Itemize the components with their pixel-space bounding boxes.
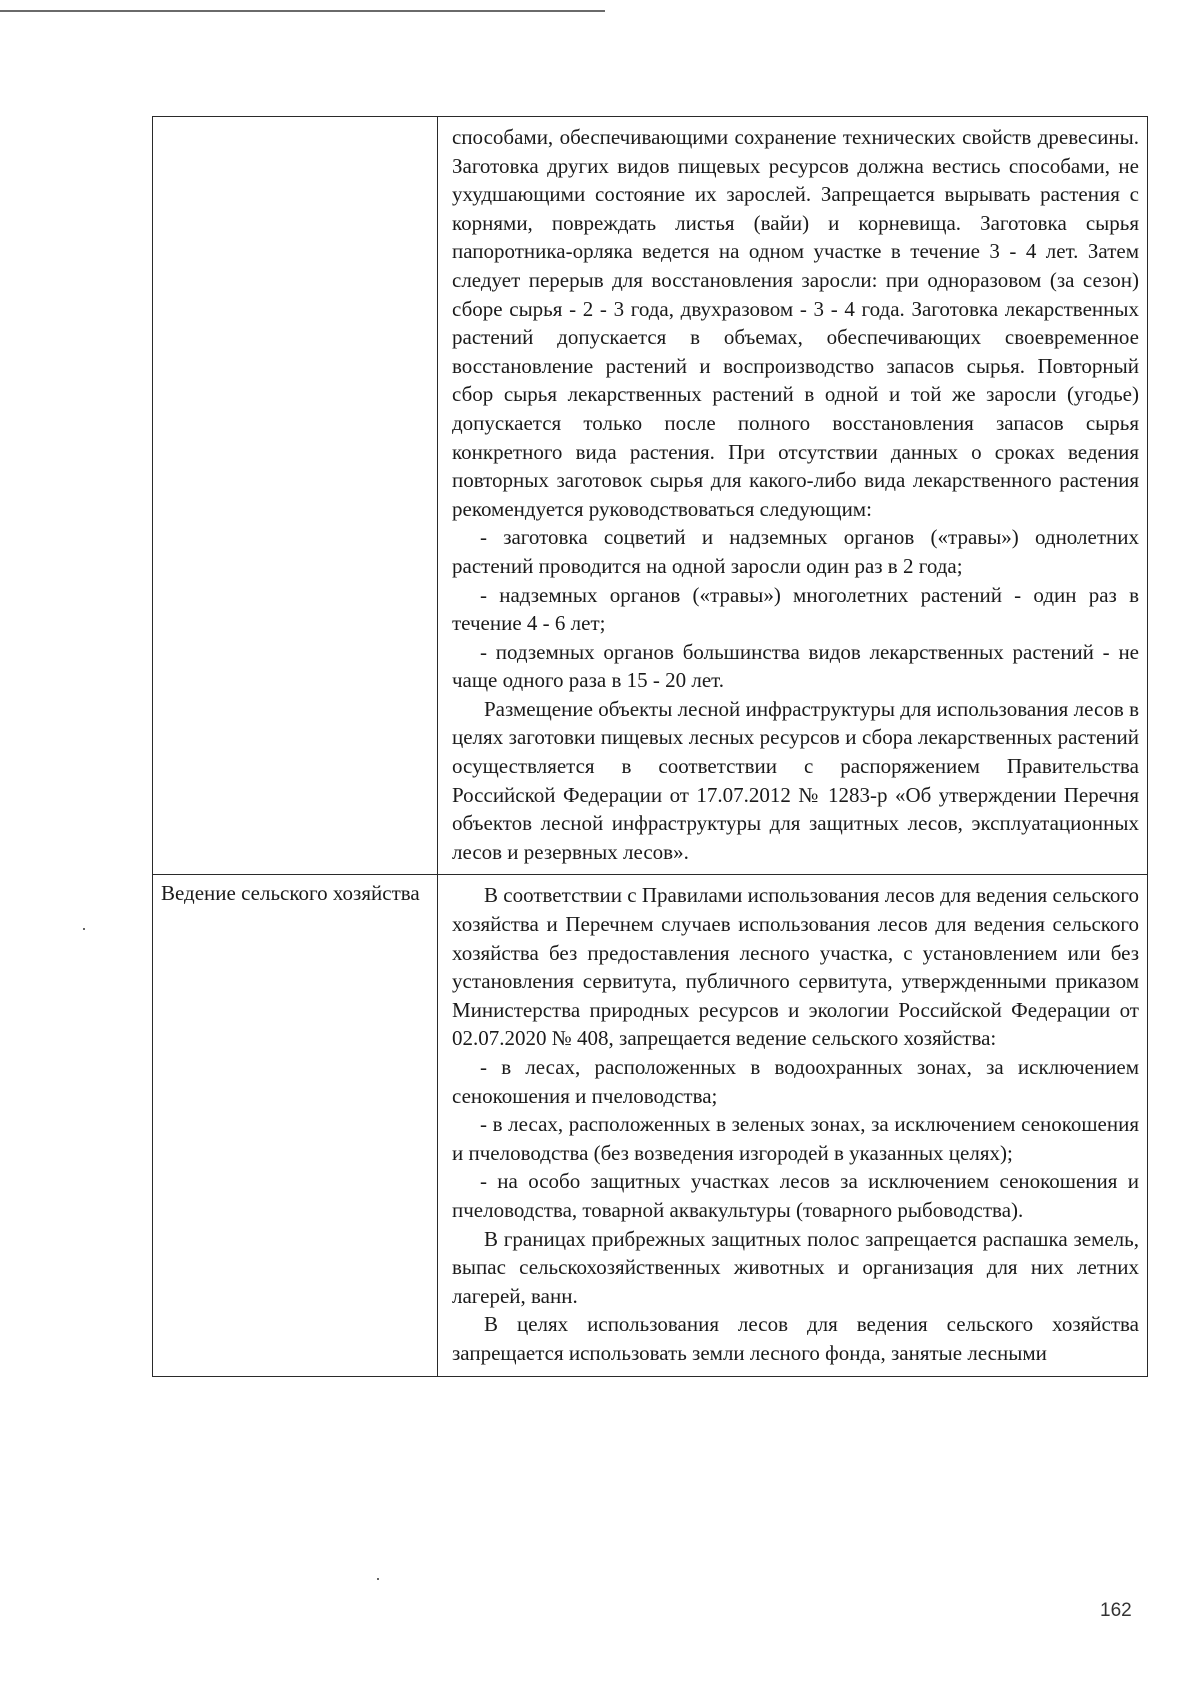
bullet-item: - заготовка соцветий и надземных органов («травы») однолетних растений проводится на одной заросли один раз в 2 года; [452, 525, 1139, 578]
paragraph: В границах прибрежных защитных полос запрещается распашка земель, выпас сельскохозяйственных животных и организация для них летних лагерей, ванн. [452, 1226, 1139, 1308]
row-content-cell [438, 117, 1148, 875]
row-content-cell [438, 875, 1148, 1376]
page-number: 162 [1100, 1600, 1132, 1621]
row-label-cell [153, 117, 438, 875]
paragraph: способами, обеспечивающими сохранение технических свойств древесины. Заготовка других видов пищевых ресурсов должна вестись способами, не ухудшающими состояние их зарослей. Запрещается вырывать растения с корнями, повреждать листья (вайи) и корневища. Заготовка сырья папоротника-орляка ведется на одном участке в течение 3 - 4 лет. Затем следует перерыв для восстановления заросли: при одноразовом (за сезон) сборе сырья - 2 - 3 года, двухразовом - 3 - 4 года. Заготовка лекарственных растений допускается в объемах, обеспечивающих своевременное восстановление растений и воспроизводство запасов сырья. Повторный сбор сырья лекарственных растений в одной и той же заросли (угодье) допускается только после полного восстановления запасов сырья конкретного вида растения. При отсутствии данных о сроках ведения повторных заготовок сырья для какого-либо вида лекарственного растения рекомендуется руководствоваться следующим: [452, 125, 1139, 521]
scan-speck [83, 928, 85, 930]
bullet-item: - в лесах, расположенных в зеленых зонах, за исключением сенокошения и пчеловодства (без возведения изгородей в указанных целях); [452, 1112, 1139, 1165]
row-label: Ведение сельского хозяйства [161, 881, 420, 906]
row-label-cell [153, 875, 438, 1376]
scan-speck [377, 1578, 379, 1580]
paragraph: Размещение объекты лесной инфраструктуры для использования лесов в целях заготовки пищевых лесных ресурсов и сбора лекарственных растений осуществляется в соответствии с распоряжением Правительства Российской Федерации от 17.07.2012 № 1283-р «Об утверждении Перечня объектов лесной инфраструктуры для защитных лесов, эксплуатационных лесов и резервных лесов». [452, 696, 1139, 864]
paragraph: В целях использования лесов для ведения сельского хозяйства запрещается использовать земли лесного фонда, занятые лесными [452, 1312, 1139, 1365]
paragraph: В соответствии с Правилами использования лесов для ведения сельского хозяйства и Перечнем случаев использования лесов для ведения сельского хозяйства без предоставления лесного участка, с установлением или без установления сервитута, публичного сервитута, утвержденными приказом Министерства природных ресурсов и экологии Российской Федерации от 02.07.2020 № 408, запрещается ведение сельского хозяйства: [452, 883, 1139, 1051]
bullet-item: - на особо защитных участках лесов за исключением сенокошения и пчеловодства, товарной аквакультуры (товарного рыбоводства). [452, 1169, 1139, 1222]
table-row [153, 875, 1148, 1376]
table-row [153, 117, 1148, 875]
bullet-item: - надземных органов («травы») многолетних растений - один раз в течение 4 - 6 лет; [452, 582, 1139, 636]
bullet-item: - подземных органов большинства видов лекарственных растений - не чаще одного раза в 15 - 20 лет. [452, 639, 1139, 693]
document-table [152, 116, 1148, 1377]
top-scan-line [0, 10, 605, 12]
bullet-item: - в лесах, расположенных в водоохранных зонах, за исключением сенокошения и пчеловодства; [452, 1055, 1139, 1108]
